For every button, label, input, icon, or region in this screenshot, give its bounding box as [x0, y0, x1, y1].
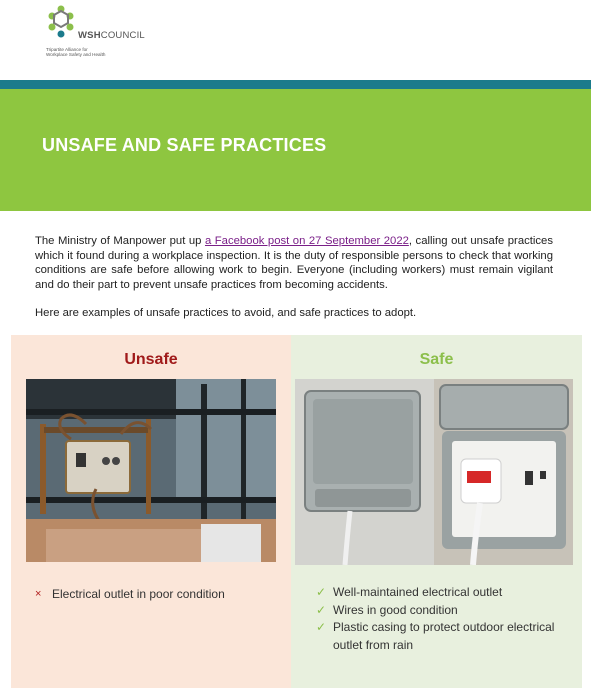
damaged-outlet-image — [26, 379, 276, 562]
list-item — [316, 602, 581, 620]
check-icon: ✓ — [316, 585, 327, 599]
title-banner — [0, 89, 591, 211]
cross-icon: × — [35, 588, 42, 600]
safe-item-label: Plastic casing to protect outdoor electrical outlet from rain — [333, 620, 555, 652]
list-item — [35, 586, 275, 604]
wsh-council-logo[interactable] — [42, 3, 172, 63]
unsafe-heading: Unsafe — [124, 351, 178, 368]
logo-wordmark — [78, 30, 145, 41]
intro-paragraph — [35, 234, 553, 292]
page-title: UNSAFE AND SAFE PRACTICES — [42, 135, 327, 155]
page-header — [0, 0, 591, 80]
intro-text-after-link: , calling out unsafe practices which it found during a workplace inspection. It is the duty of responsible persons to check that working conditions are safe before allowing work to begin. Everyone (including workers) must remain vigilant and do their part to prevent unsafe practices from becoming accidents. — [35, 235, 553, 291]
facebook-post-link[interactable]: a Facebook post on 27 September 2022 — [204, 235, 409, 247]
covered-outlet-image — [295, 379, 573, 565]
safe-outlet-photo — [295, 379, 573, 565]
examples-lead-text: Here are examples of unsafe practices to avoid, and safe practices to adopt. — [35, 307, 417, 319]
list-item — [316, 619, 581, 654]
list-item — [316, 584, 581, 602]
check-icon: ✓ — [316, 602, 327, 617]
logo-wordmark-bold: WSH — [78, 30, 101, 41]
unsafe-item-label: Electrical outlet in poor condition — [52, 587, 225, 601]
check-icon: ✓ — [316, 620, 327, 635]
teal-divider-bar — [0, 80, 591, 89]
unsafe-list — [35, 586, 275, 604]
safe-panel — [291, 335, 582, 688]
unsafe-panel — [11, 335, 291, 688]
safe-list — [316, 584, 581, 654]
wsh-logo-icon — [42, 3, 80, 45]
logo-tagline-line-1: Tripartite Alliance for — [46, 47, 88, 52]
safe-heading: Safe — [419, 351, 454, 368]
safe-item-label: Well-maintained electrical outlet — [333, 585, 503, 599]
logo-wordmark-council: COUNCIL — [100, 30, 145, 41]
safe-item-label: Wires in good condition — [333, 602, 458, 617]
unsafe-outlet-photo — [26, 379, 276, 562]
intro-text-before-link: The Ministry of Manpower put up — [35, 235, 205, 247]
logo-tagline-line-2: Workplace Safety and Health — [46, 52, 106, 58]
logo-tagline — [46, 47, 136, 58]
